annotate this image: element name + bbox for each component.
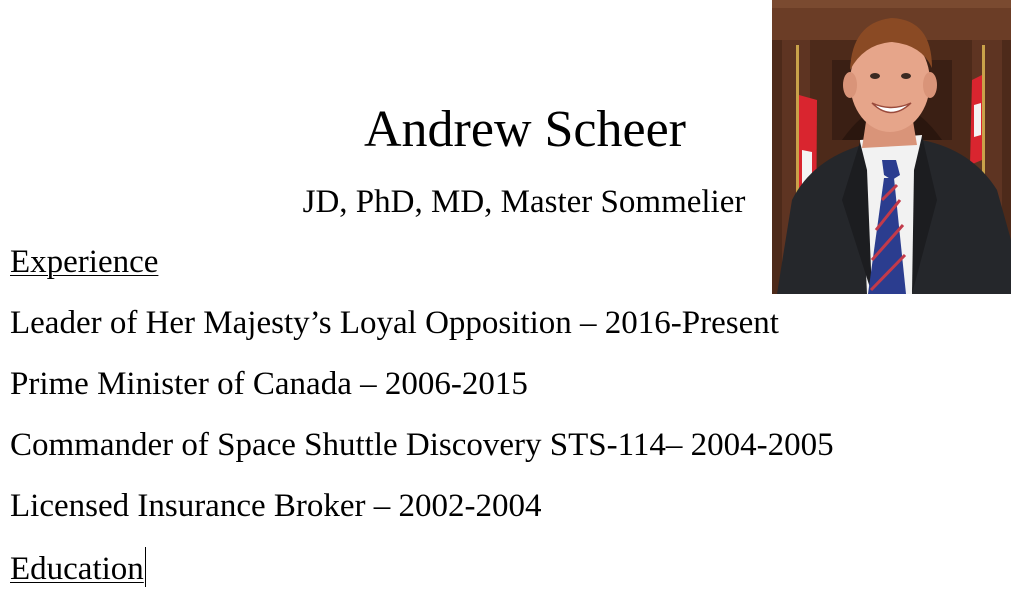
experience-item: Commander of Space Shuttle Discovery STS-114– 2004-2005 bbox=[10, 427, 834, 463]
experience-item: Prime Minister of Canada – 2006-2015 bbox=[10, 366, 528, 402]
education-heading: Education bbox=[10, 551, 144, 587]
experience-item: Licensed Insurance Broker – 2002-2004 bbox=[10, 488, 542, 524]
resume-name: Andrew Scheer bbox=[364, 101, 686, 158]
experience-item: Leader of Her Majesty’s Loyal Opposition – 2016-Present bbox=[10, 305, 779, 341]
text-cursor bbox=[145, 547, 146, 587]
experience-heading: Experience bbox=[10, 244, 159, 280]
resume-credentials: JD, PhD, MD, Master Sommelier bbox=[302, 184, 746, 220]
education-line[interactable] bbox=[10, 547, 146, 589]
